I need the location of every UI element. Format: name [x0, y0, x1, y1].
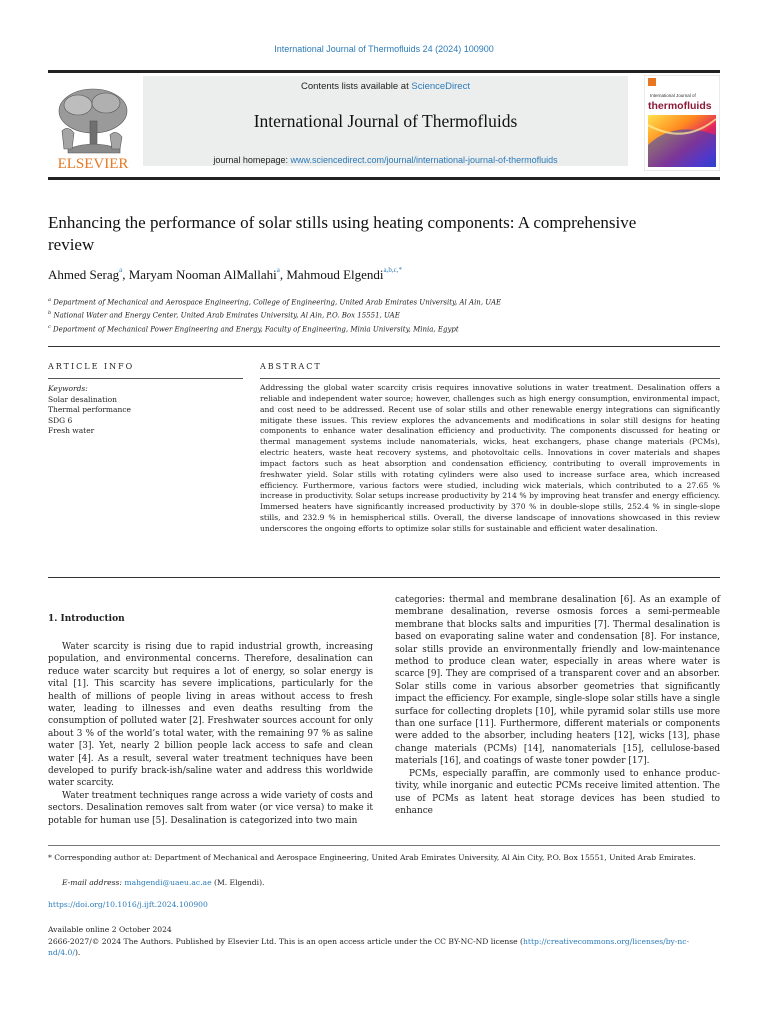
- author-affiliation-marks[interactable]: a: [276, 266, 280, 274]
- author-name[interactable]: Ahmed Serag: [48, 267, 120, 282]
- affiliation-item: [48, 308, 720, 321]
- homepage-link[interactable]: www.sciencedirect.com/journal/international-journal-of-thermofluids: [290, 155, 558, 165]
- affiliation-text: Department of Mechanical and Aerospace Engineering, College of Engineering, United Arab Emirates University, Al Ain, UAE: [53, 298, 502, 307]
- email-label: E-mail address:: [62, 878, 125, 887]
- abstract-heading: ABSTRACT: [260, 362, 322, 371]
- author-separator: ,: [279, 267, 287, 282]
- body-paragraph: Water treatment techniques range across a wide variety of costs and sectors. Desalination removes salt from water (or vice versa) to make it potable for human use [5]. Desalination is categorized into two main: [48, 790, 373, 826]
- corresponding-author-note: * Corresponding author at: Department of Mechanical and Aerospace Engineering, United Arab Emirates University, Al Ain City, P.O. Box 15551, United Arab Emirates.: [48, 853, 696, 862]
- affiliation-mark: a: [48, 297, 51, 303]
- journal-citation-link[interactable]: International Journal of Thermofluids 24 (2024) 100900: [274, 44, 494, 54]
- section-divider: [48, 346, 720, 347]
- author-name[interactable]: Maryam Nooman AlMallahi: [128, 267, 277, 282]
- introduction-heading: 1. Introduction: [48, 614, 125, 624]
- author-affiliation-marks[interactable]: a,b,c,*: [383, 266, 402, 274]
- keyword-item: SDG 6: [48, 415, 73, 425]
- body-column-left: [48, 641, 373, 827]
- author-separator: ,: [122, 267, 129, 282]
- cover-big-title: thermofluids: [648, 100, 712, 112]
- author-name[interactable]: Mahmoud Elgendi: [286, 267, 384, 282]
- affiliation-item: [48, 322, 720, 335]
- footnote-divider: [48, 845, 720, 846]
- contents-availability: [143, 81, 628, 92]
- body-paragraph: categories: thermal and membrane desalination [6]. As an example of membrane desalination, reverse osmosis forces a semi-permeable membrane that blocks salts and impurities [7]. Thermal desalination is based on evaporating saline water and condensation [8]. For instance, solar stills provide an environmentally friendly and low-maintenance method to produce clean water, especially in areas where water is scarce [9]. They are comprised of a transparent cover and an absorber. Solar stills come in various absorber geometries that significantly impact the efficiency. For example, single-slope solar stills have a single surface for collecting droplets [10], while pyramid solar stills use more than one surface [11]. Furthermore, different materials or components were added to the absorber, including heaters [12], wicks [13], phase change materials (PCMs) [14], nanomaterials [15], cellulose-based materials [16], and coatings of waste toner powder [17].: [395, 595, 720, 767]
- elsevier-wordmark: ELSEVIER: [57, 156, 129, 171]
- homepage-label: journal homepage:: [213, 155, 291, 165]
- keywords-block: [48, 384, 243, 437]
- body-paragraph: PCMs, especially paraffin, are commonly used to enhance produc-tivity, while inorganic and eutectic PCMs receive limited attention. The use of PCMs as latent heat storage devices has been studied to enhance: [395, 768, 720, 816]
- affiliation-list: [48, 295, 720, 335]
- affiliation-text: National Water and Energy Center, United Arab Emirates University, Al Ain, P.O. Box 15551, UAE: [53, 311, 400, 320]
- author-affiliation-marks[interactable]: a: [119, 266, 123, 274]
- affiliation-mark: b: [48, 310, 52, 317]
- available-online-date: Available online 2 October 2024: [48, 925, 172, 934]
- journal-cover-thumbnail[interactable]: [644, 75, 720, 171]
- author-list: [48, 267, 402, 283]
- doi-link[interactable]: https://doi.org/10.1016/j.ijft.2024.100900: [48, 900, 208, 909]
- email-suffix: (M. Elgendi).: [211, 878, 265, 887]
- elsevier-logo[interactable]: [48, 81, 138, 171]
- article-title: Enhancing the performance of solar stills using heating components: A comprehensive review: [48, 213, 637, 254]
- body-divider: [48, 577, 720, 578]
- journal-masthead: [48, 70, 720, 180]
- cover-small-title: International Journal of: [650, 93, 696, 98]
- keyword-item: Fresh water: [48, 426, 95, 435]
- journal-homepage: [143, 155, 628, 165]
- license-text: 2666-2027/© 2024 The Authors. Published by Elsevier Ltd. This is an open access article under the CC BY-NC-ND license (: [48, 937, 524, 946]
- contents-prefix: Contents lists available at: [301, 81, 412, 92]
- email-link[interactable]: mahgendi@uaeu.ac.ae: [124, 878, 212, 887]
- email-note: [62, 878, 264, 887]
- license-note: [48, 936, 720, 958]
- keywords-label: Keywords:: [48, 384, 88, 393]
- abstract-text: Addressing the global water scarcity crisis requires innovative solutions in water treatment. Desalination offers a reliable and independent water source; however, challenges such as high energy consumption, environmental impact, and cost need to be addressed. Recent use of solar stills and other renewable energy integrations can significantly mitigate these issues. This review explores the advancements and modifications in solar still designs for heating components to enhance water desalination efficiency and productivity. The components discussed for heating or thermal management systems include nanomaterials, wicks, heat exchangers, phase change materials (PCMs), electric heaters, waste heat recovery systems, and photovoltaic cells. Innovations in cover materials and shapes impact factors such as heat absorption and condensation efficiency, contributing to overall improvements in freshwater yield. Solar stills with rotating cylinders were also used to increase surface area, which increased efficiency. Furthermore, various factors were studied, including wick materials, which contributed to a 27.65 % increase in productivity. Solar setups increase productivity by 214 % by improving heat transfer and energy efficiency. Immersed heaters have significantly increased productivity by 370 % in double-slope stills, 252.4 % in single-slope stills, and 232.9 % in hemispherical stills. Overall, the diverse landscape of innovations showcased in this review underscores the ongoing efforts to optimize solar stills for sustainable and efficient water desalination.: [260, 383, 720, 533]
- masthead-banner: [143, 76, 628, 166]
- sciencedirect-link[interactable]: ScienceDirect: [411, 81, 470, 92]
- keyword-item: Thermal performance: [48, 405, 131, 414]
- affiliation-mark: c: [48, 323, 51, 330]
- article-info-divider: [48, 378, 243, 379]
- license-suffix: ).: [74, 948, 81, 957]
- keyword-item: Solar desalination: [48, 394, 117, 404]
- abstract-divider: [260, 378, 720, 379]
- article-info-heading: ARTICLE INFO: [48, 362, 135, 371]
- affiliation-item: [48, 295, 720, 308]
- body-paragraph: Water scarcity is rising due to rapid industrial growth, increasing population, and environmental concerns. Therefore, desalination can reduce water scarcity but requires a lot of energy, so solar energy is vital [1]. This scarcity has severe implications, particularly for the health of millions of people living in areas without access to fresh water, leading to illnesses and even deaths resulting from the consumption of polluted water [2]. Freshwater sources account for only about 3 % of the world’s total water, with the remaining 97 % as saline water [3]. Yet, nearly 2 billion people lack access to safe and clean water [4]. As a result, several water treatment techniques have been developed to purify brack-ish/saline water and address this worldwide water scarcity.: [48, 642, 373, 789]
- affiliation-text: Department of Mechanical Power Engineering and Energy, Faculty of Engineering, Minia University, Minia, Egypt: [53, 324, 459, 333]
- journal-title: International Journal of Thermofluids: [253, 111, 518, 131]
- body-column-right: [395, 594, 720, 817]
- license-link[interactable]: http://creativecommons.org/licenses/by-nc-nd/4.0/: [48, 937, 690, 957]
